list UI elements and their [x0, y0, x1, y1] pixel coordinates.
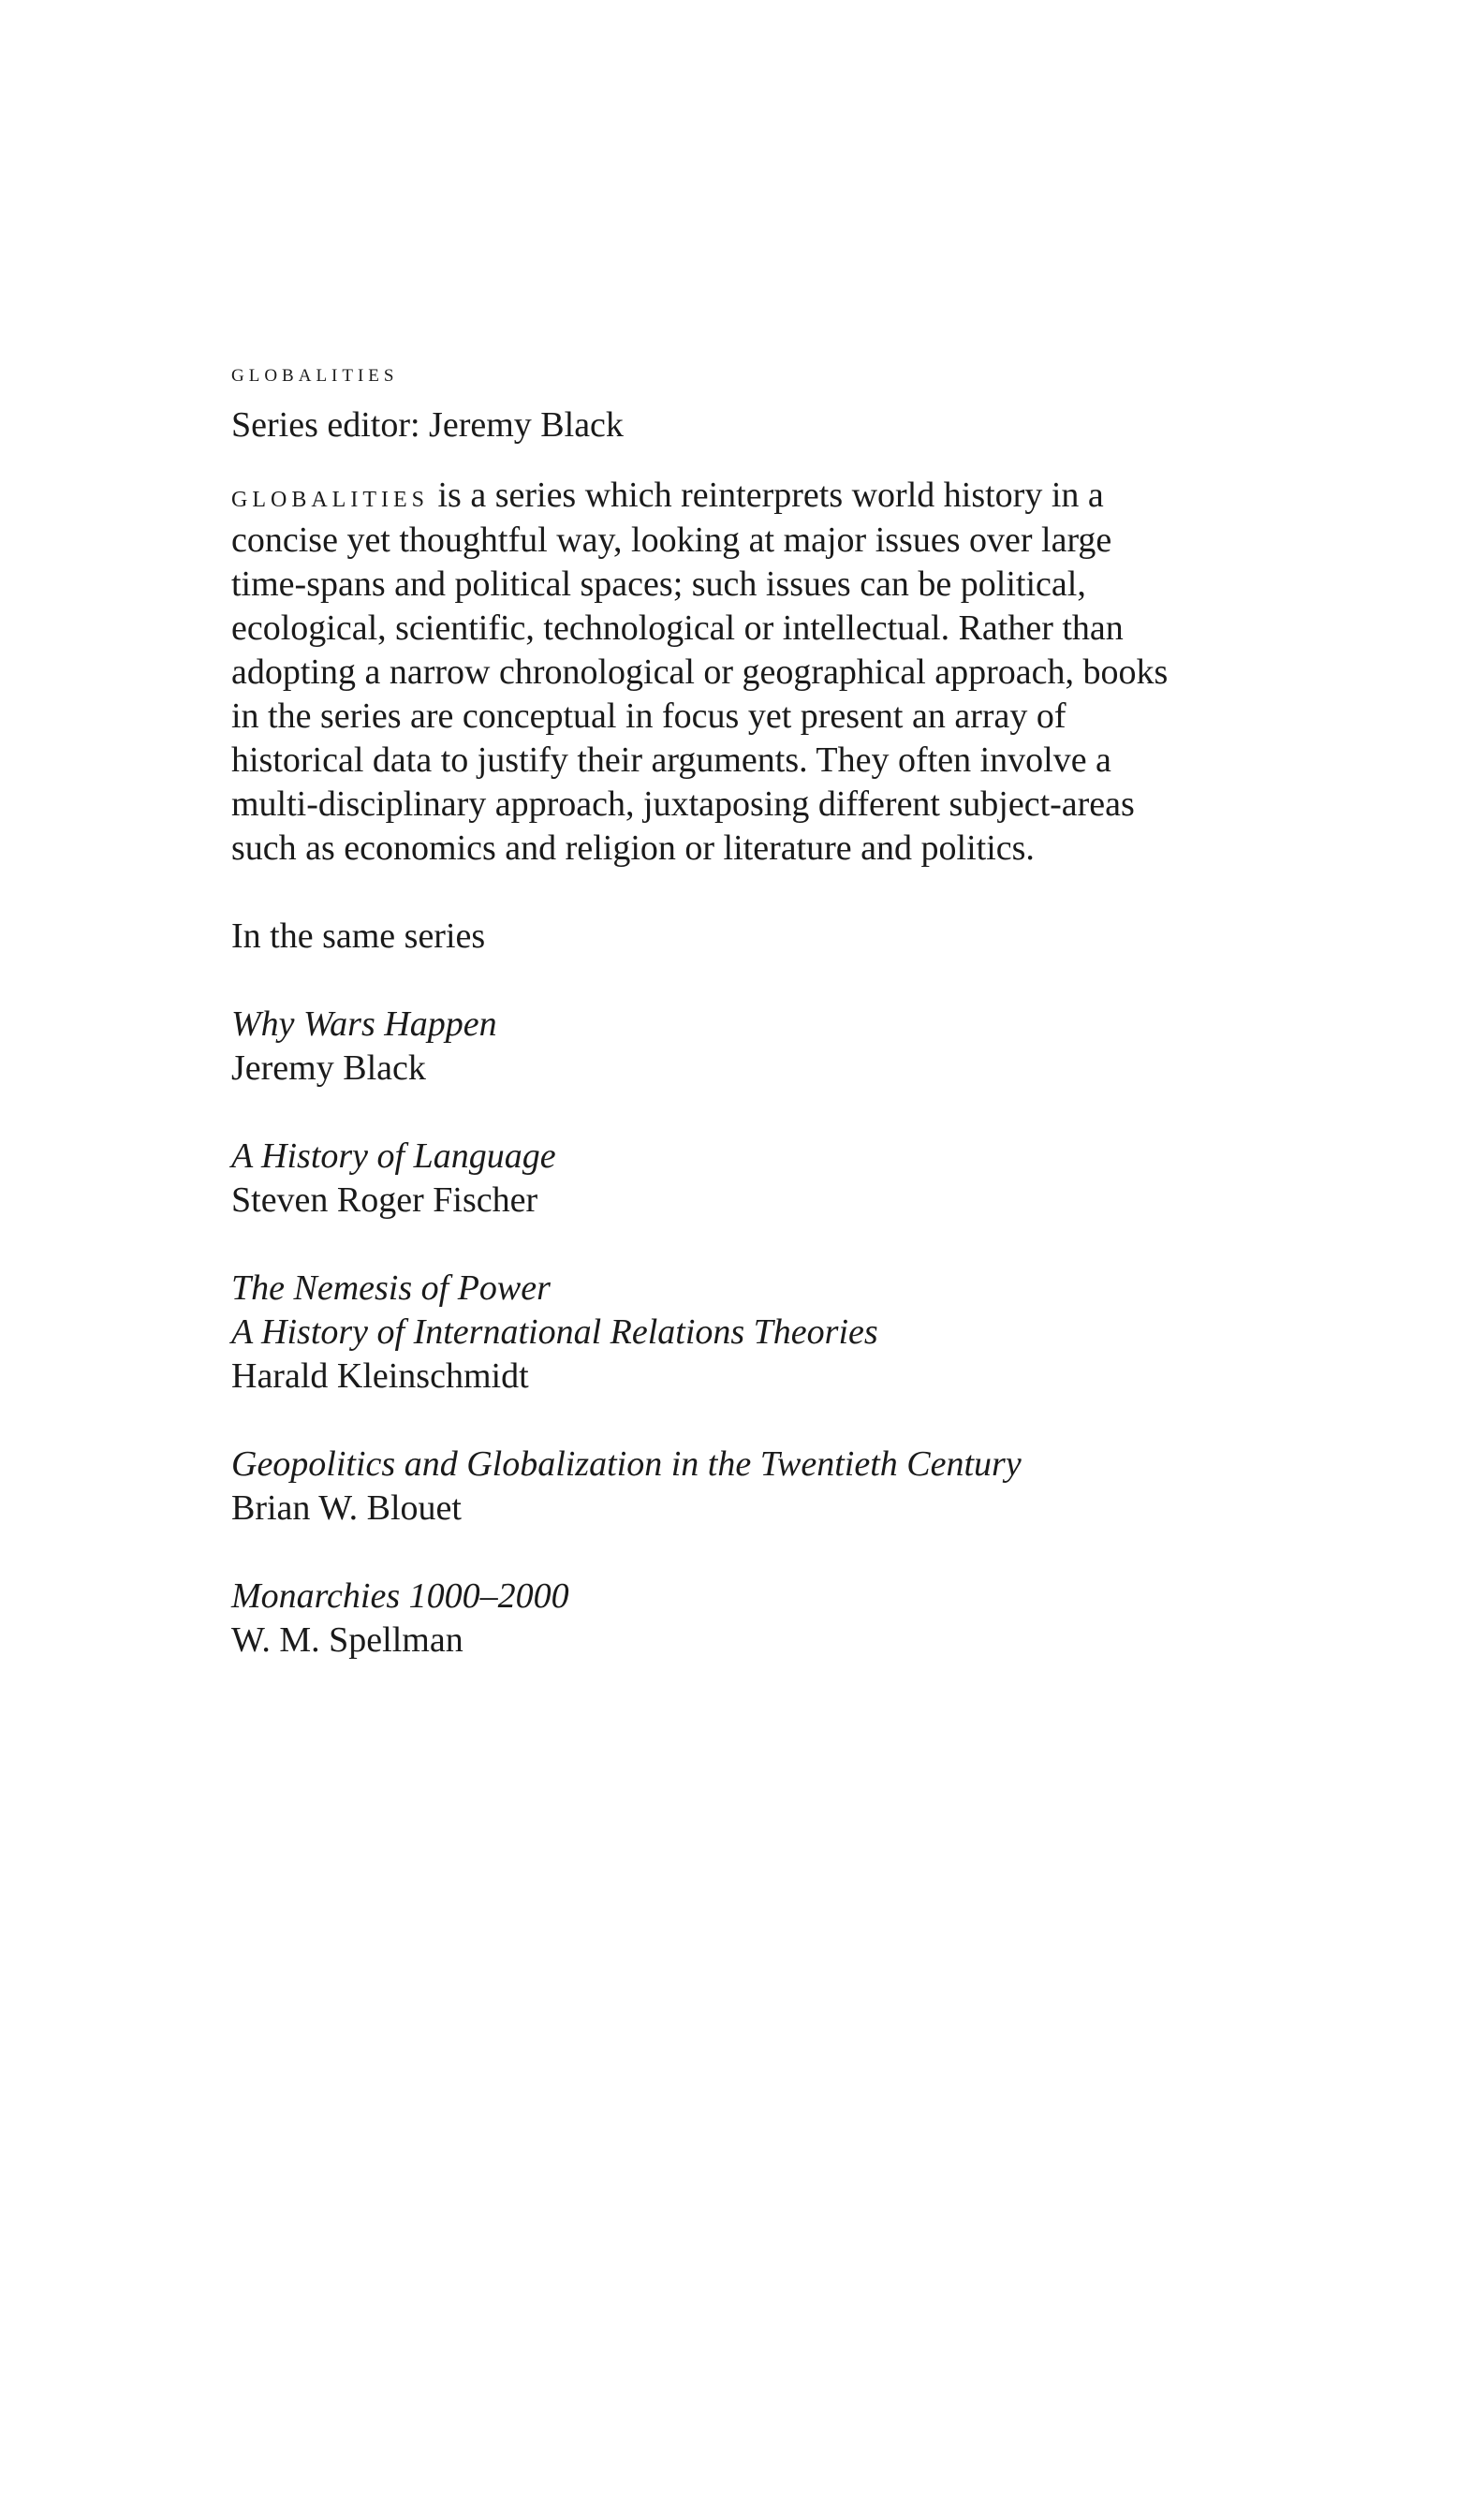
book-title: Geopolitics and Globalization in the Twentieth Century — [231, 1444, 1022, 1484]
book-entry — [231, 1575, 1243, 1663]
series-description — [231, 474, 1186, 871]
same-series-heading: In the same series — [231, 916, 486, 956]
series-name-heading: globalities — [231, 359, 399, 387]
book-title: Why Wars Happen — [231, 1004, 497, 1044]
book-subtitle: A History of International Relations Theories — [231, 1312, 878, 1352]
series-editor-line: Series editor: Jeremy Black — [231, 405, 624, 445]
book-title: Monarchies 1000–2000 — [231, 1576, 569, 1616]
book-author: Harald Kleinschmidt — [231, 1356, 529, 1396]
book-entry — [231, 1135, 1243, 1223]
book-author: Steven Roger Fischer — [231, 1180, 538, 1220]
series-description-lead: globalities — [231, 479, 429, 514]
series-page — [231, 354, 1243, 1663]
book-author: Jeremy Black — [231, 1048, 426, 1088]
book-entry — [231, 1443, 1243, 1531]
book-title: The Nemesis of Power — [231, 1268, 551, 1308]
series-description-text: is a series which reinterprets world history in a concise yet thoughtful way, looking at major issues over large time-spans and political spaces; such issues can be political, ecological, scientific, technological or intellectual. Rather than adopting a narrow chronological or geographical approach, books in the series are conceptual in focus yet present an array of historical data to justify their arguments. They often involve a multi-disciplinary approach, juxtaposing different subject-areas such as economics and religion or literature and politics. — [231, 476, 1169, 868]
book-entry — [231, 1003, 1243, 1091]
book-author: Brian W. Blouet — [231, 1488, 462, 1528]
book-author: W. M. Spellman — [231, 1620, 463, 1660]
book-entry — [231, 1267, 1243, 1399]
book-title: A History of Language — [231, 1136, 556, 1176]
